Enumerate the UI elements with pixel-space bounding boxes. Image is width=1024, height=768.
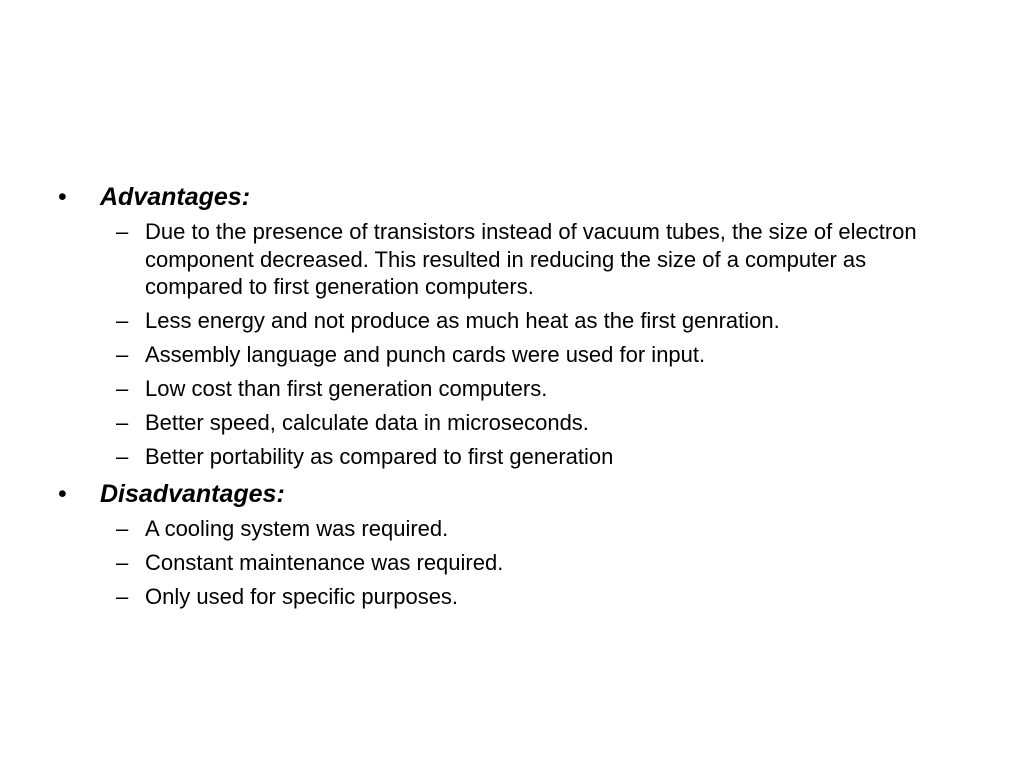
- dash-icon: –: [116, 410, 129, 435]
- list-item-text: Only used for specific purposes.: [145, 584, 459, 609]
- section-heading: [58, 477, 978, 511]
- list-item-text: A cooling system was required.: [145, 516, 449, 541]
- list-item-text: Assembly language and punch cards were used for input.: [145, 342, 706, 367]
- list-item-text: Better portability as compared to first generation: [145, 444, 614, 469]
- dash-icon: –: [116, 550, 129, 575]
- section-advantages: [58, 180, 978, 471]
- bullet-icon: •: [58, 183, 67, 211]
- advantages-list: [58, 218, 978, 471]
- list-item-text: Low cost than first generation computers.: [145, 376, 548, 401]
- dash-icon: –: [116, 584, 129, 609]
- dash-icon: –: [116, 516, 129, 541]
- section-heading-text: Disadvantages:: [100, 480, 285, 508]
- slide-body: [58, 180, 978, 617]
- section-heading: [58, 180, 978, 214]
- list-item-text: Constant maintenance was required.: [145, 550, 504, 575]
- dash-icon: –: [116, 376, 129, 401]
- section-disadvantages: [58, 477, 978, 611]
- list-item: [58, 218, 978, 301]
- dash-icon: –: [116, 219, 129, 244]
- section-heading-text: Advantages:: [100, 183, 251, 211]
- list-item: [58, 583, 978, 611]
- bullet-icon: •: [58, 480, 67, 508]
- list-item: [58, 307, 978, 335]
- list-item: [58, 443, 978, 471]
- list-item: [58, 409, 978, 437]
- list-item: [58, 375, 978, 403]
- list-item: [58, 515, 978, 543]
- list-item-text: Less energy and not produce as much heat as the first genration.: [145, 308, 780, 333]
- list-item-text: Better speed, calculate data in microseconds.: [145, 410, 589, 435]
- list-item: [58, 549, 978, 577]
- list-item-text: Due to the presence of transistors instead of vacuum tubes, the size of electron component decreased. This resulted in reducing the size of a computer as compared to first generation computers.: [145, 219, 917, 299]
- list-item: [58, 341, 978, 369]
- disadvantages-list: [58, 515, 978, 611]
- dash-icon: –: [116, 308, 129, 333]
- dash-icon: –: [116, 444, 129, 469]
- dash-icon: –: [116, 342, 129, 367]
